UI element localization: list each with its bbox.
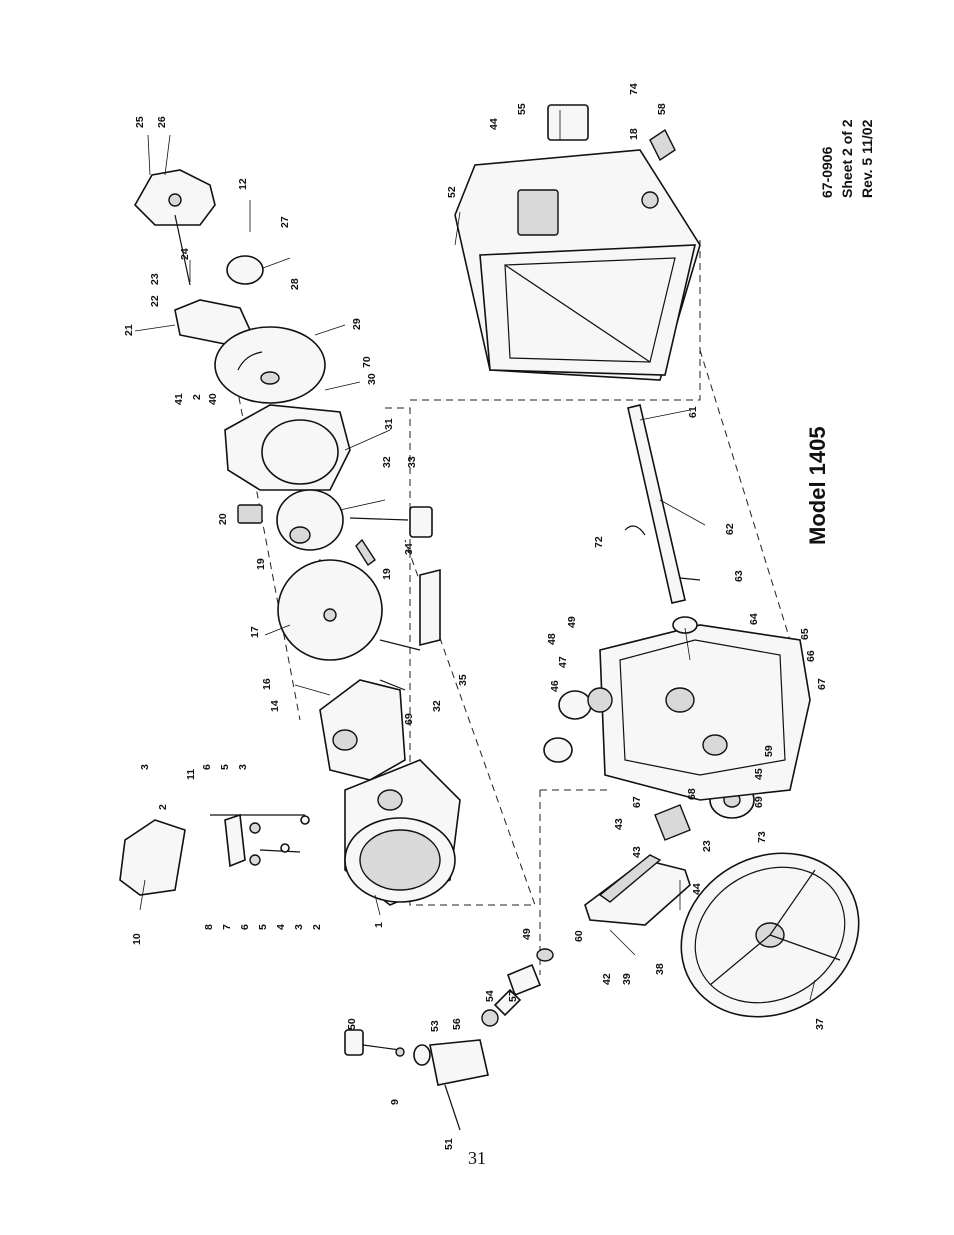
bearing-47 (588, 688, 612, 712)
callout-6b: 6 (239, 924, 251, 930)
callout-36: 37 (814, 1018, 826, 1030)
callout-8: 8 (203, 924, 215, 930)
callout-34: 34 (403, 543, 415, 555)
callout-73: 70 (361, 356, 373, 368)
callout-9: 9 (389, 1099, 401, 1105)
callout-66: 65 (799, 628, 811, 640)
callout-3: 3 (139, 764, 151, 770)
valve-stem-51 (345, 1030, 400, 1055)
callout-40: 41 (173, 393, 185, 405)
rotor-31 (277, 490, 343, 550)
cap-45 (544, 738, 572, 762)
nut-3 (281, 844, 289, 852)
fitting-60 (642, 192, 658, 208)
valve-59 (650, 130, 675, 160)
seal-46 (559, 691, 591, 719)
callout-77: 74 (628, 83, 640, 95)
callout-42: 43 (613, 818, 625, 830)
callout-3c: 3 (293, 924, 305, 930)
rod-32 (380, 640, 420, 650)
callout-32b: 32 (431, 700, 443, 712)
model-title: Model 1405 (805, 426, 830, 545)
callout-20: 20 (217, 513, 229, 525)
o-ring-9 (396, 1048, 404, 1056)
end-bell-29 (215, 327, 325, 403)
callout-48: 49 (566, 616, 578, 628)
washer-6 (250, 823, 260, 833)
callout-18: 18 (628, 128, 640, 140)
cover-plate-56 (548, 105, 588, 140)
callout-49: 44 (488, 118, 500, 130)
callout-68: 67 (816, 678, 828, 690)
callout-54: 53 (429, 1020, 441, 1032)
bracket-8 (225, 815, 245, 866)
callout-19: 19 (255, 558, 267, 570)
callout-47: 48 (546, 633, 558, 645)
callout-10: 10 (131, 933, 143, 945)
drawing-number: 67-0906 (819, 146, 835, 198)
capacitor-33 (410, 507, 432, 537)
callout-25: 25 (134, 116, 146, 128)
callout-2: 2 (191, 394, 203, 400)
callout-62: 61 (687, 406, 699, 418)
washer-54 (414, 1045, 430, 1065)
callout-72: 69 (403, 713, 415, 725)
callout-4: 4 (275, 924, 287, 930)
spring-19 (356, 540, 375, 565)
callout-63: 62 (724, 523, 736, 535)
callout-53: 52 (446, 186, 458, 198)
callout-71: 69 (753, 796, 765, 808)
callout-65: 64 (748, 613, 760, 625)
bracket-10 (120, 820, 185, 895)
callout-51: 50 (346, 1018, 358, 1030)
callout-50: 49 (521, 928, 533, 940)
callout-1: 1 (373, 922, 385, 928)
callout-44b: 45 (753, 768, 765, 780)
callout-56: 55 (516, 103, 528, 115)
callout-32: 32 (381, 456, 393, 468)
motor-body-16 (320, 680, 405, 780)
callout-5: 5 (219, 764, 231, 770)
plate-35 (420, 570, 440, 645)
callout-5b: 5 (257, 924, 269, 930)
assembly-dashed-line (700, 350, 790, 640)
gasket-49 (518, 190, 558, 235)
callout-2b: 2 (157, 804, 169, 810)
stator-housing-30 (225, 405, 350, 490)
gear-69 (655, 805, 690, 840)
callout-24: 24 (179, 248, 191, 260)
callout-3b: 3 (237, 764, 249, 770)
callout-74: 72 (593, 536, 605, 548)
callout-21: 21 (123, 324, 135, 336)
callout-41: 42 (601, 973, 613, 985)
revision-label: Rev. 5 11/02 (859, 119, 875, 198)
callout-46: 47 (557, 656, 569, 668)
gasket-27 (227, 256, 263, 284)
pump-housing-1 (345, 760, 460, 905)
ring-65 (673, 617, 697, 633)
lead-32 (350, 518, 408, 520)
terminal-block-20 (238, 505, 262, 523)
callout-11: 11 (185, 768, 197, 780)
callout-75: 73 (756, 831, 768, 843)
bolt-4 (260, 850, 300, 852)
callout-6: 6 (201, 764, 213, 770)
callout-35: 35 (457, 674, 469, 686)
callout-58: 57 (507, 990, 519, 1002)
callout-44: 44 (691, 883, 703, 895)
callout-28: 28 (289, 278, 301, 290)
clip-74 (625, 526, 645, 535)
callout-33: 33 (406, 456, 418, 468)
nut-3 (301, 816, 309, 824)
key-64 (680, 578, 700, 580)
callout-17: 17 (249, 626, 261, 638)
callout-59: 58 (656, 103, 668, 115)
callout-57: 56 (451, 1018, 463, 1030)
page-number: 31 (468, 1148, 486, 1168)
washer-6 (250, 855, 260, 865)
callout-55: 54 (484, 990, 496, 1002)
callout-38: 39 (621, 973, 633, 985)
callout-12: 12 (237, 178, 249, 190)
callout-37: 38 (654, 963, 666, 975)
callout-29: 29 (351, 318, 363, 330)
seal-55 (482, 1010, 498, 1026)
gearbox-48 (600, 625, 810, 800)
callout-23: 23 (149, 273, 161, 285)
clamp-61 (537, 949, 553, 961)
callout-31: 31 (383, 418, 395, 430)
callout-7: 7 (221, 924, 233, 930)
shaft-63 (628, 405, 685, 603)
flange-disc-17 (278, 560, 382, 660)
callout-64: 63 (733, 570, 745, 582)
callout-27: 27 (279, 216, 291, 228)
callout-69: 67 (631, 796, 643, 808)
callout-43: 43 (631, 846, 643, 858)
screw-52 (445, 1085, 460, 1130)
callout-2c: 2 (311, 924, 323, 930)
callout-45: 46 (549, 680, 561, 692)
handwheel-36 (651, 821, 888, 1048)
callout-67: 66 (805, 650, 817, 662)
callout-26: 26 (156, 116, 168, 128)
callout-23b: 23 (701, 840, 713, 852)
callout-60: 59 (763, 745, 775, 757)
callout-30: 30 (366, 373, 378, 385)
callout-52: 51 (443, 1138, 455, 1150)
callout-39: 40 (207, 393, 219, 405)
callout-16: 16 (261, 678, 273, 690)
callout-22: 22 (149, 295, 161, 307)
sheet-label: Sheet 2 of 2 (839, 119, 855, 198)
callout-61: 60 (573, 930, 585, 942)
callout-70: 68 (686, 788, 698, 800)
valve-body-57 (430, 1040, 488, 1085)
tank-53 (455, 150, 700, 380)
callout-19b: 19 (381, 568, 393, 580)
callout-14: 14 (269, 700, 281, 712)
